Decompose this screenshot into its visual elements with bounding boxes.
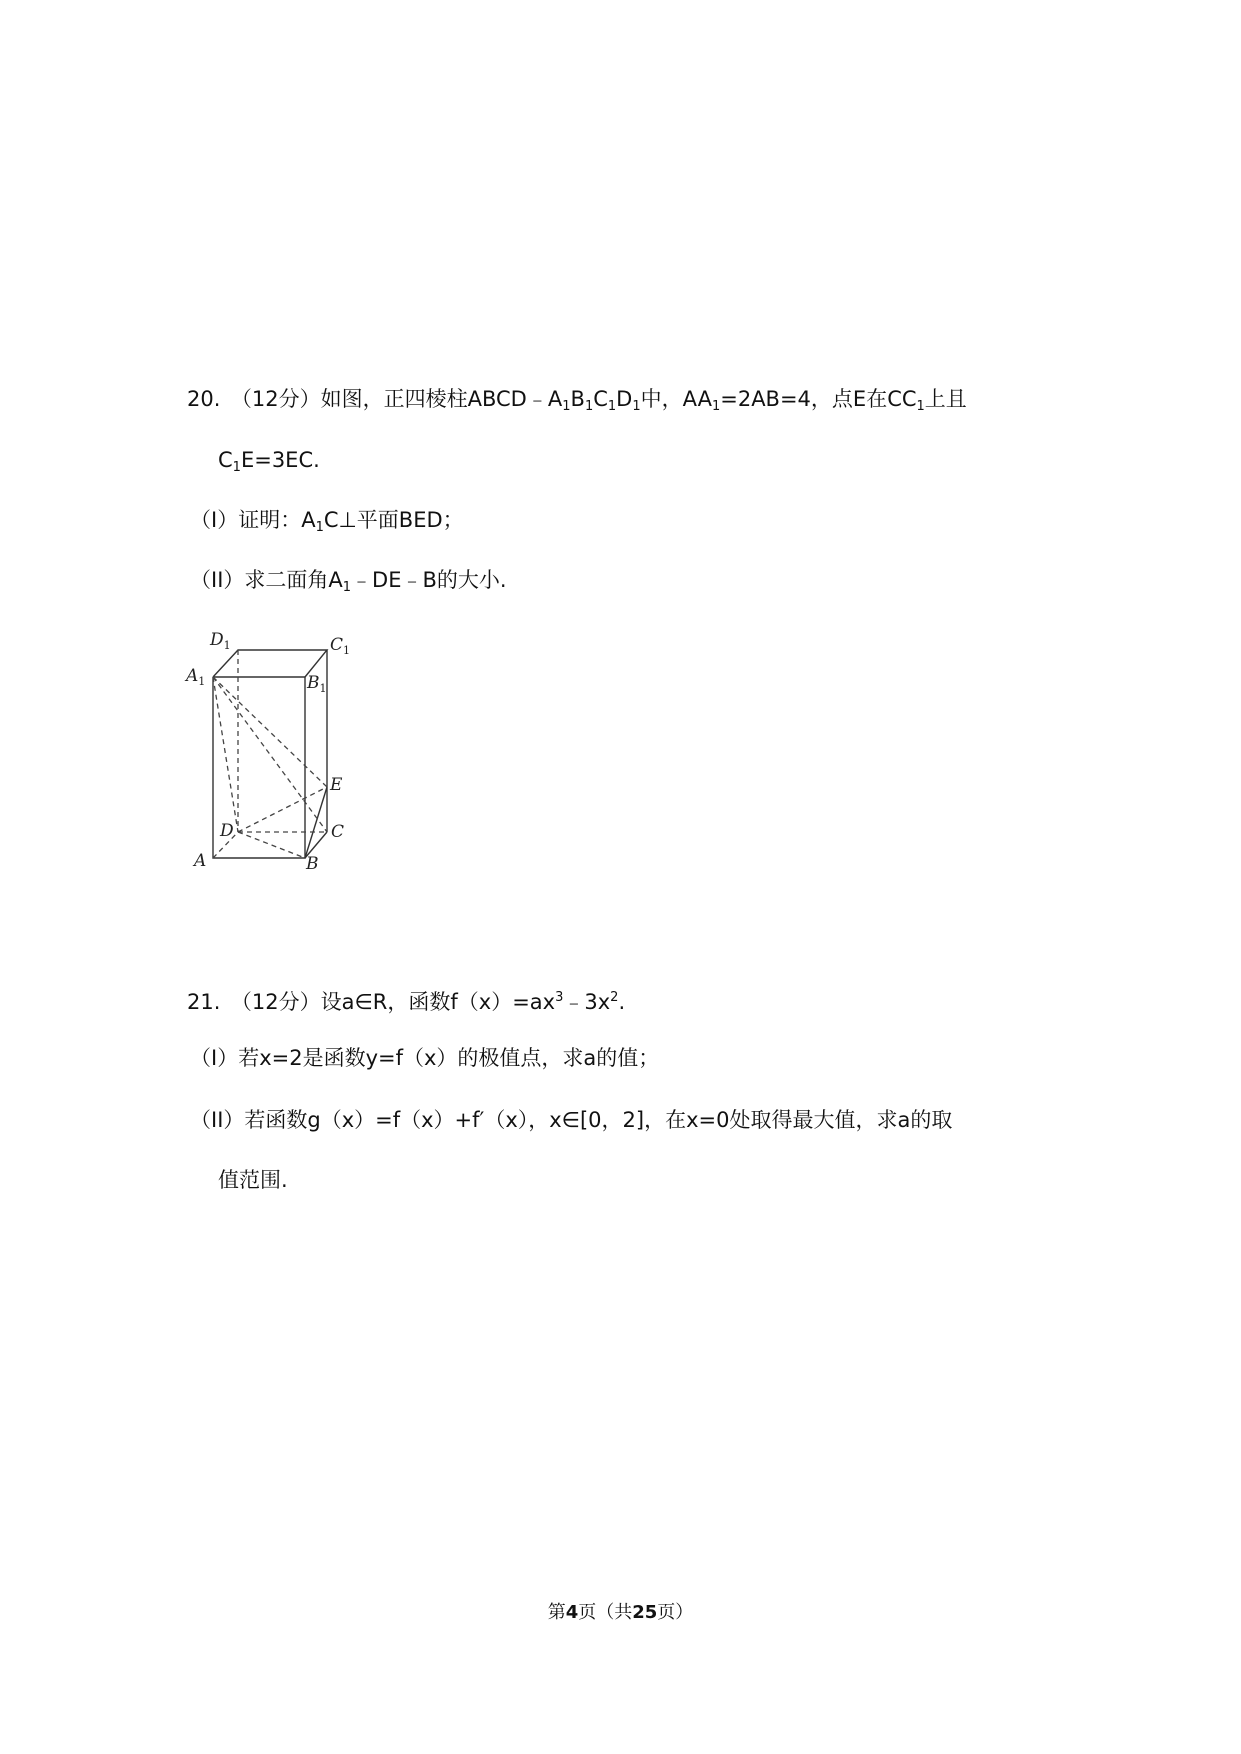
text-run: （I）若x=2是函数y=f（x）的极值点，求a的值； [190,1046,660,1070]
q20-part-2 [190,566,507,602]
edge-dashed [213,677,238,832]
subscript: 1 [342,580,352,595]
q21-part-1 [190,1044,659,1072]
subscript: 1 [916,399,925,414]
text-run: （I）证明：A [190,508,316,532]
label-D: D [220,821,234,841]
text-run: C [593,387,608,411]
footer-total-pages: 25 [632,1602,658,1623]
subscript: 1 [232,460,241,475]
prism-figure [180,625,360,885]
text-run: ﹣DE﹣B的大小. [351,568,507,592]
label-A: A [194,851,207,871]
footer-page-number: 4 [565,1602,579,1623]
text-run: ﹣3x [563,990,611,1014]
text-run: （II）若函数g（x）=f（x）+f′（x），x∈[0，2]，在x=0处取得最大值，求a的取 [190,1108,953,1132]
label-B: B [306,854,319,874]
footer-prefix: 第 [547,1602,566,1623]
q21-line-1 [187,984,625,1016]
text-run: . [618,990,626,1014]
q20-line-2 [218,446,320,482]
footer-suffix: 页） [657,1602,694,1623]
q21-line-4 [218,1166,288,1194]
page-footer [0,1598,1241,1624]
subscript: 1 [315,520,324,535]
edge-dashed [213,677,327,787]
text-run: E=3EC. [240,448,320,472]
text-run: D [616,387,633,411]
edge-dashed [213,677,327,832]
subscript: 1 [562,399,571,414]
superscript: 2 [610,990,619,1005]
text-run: （II）求二面角A [190,568,343,592]
label-C1: $C_1$ [330,635,351,657]
subscript: 1 [632,399,641,414]
label-B1: $B_1$ [307,673,327,695]
subscript: 1 [607,399,617,414]
label-E: E [330,775,343,795]
footer-mid: 页（共 [578,1602,633,1623]
text-run: B [570,387,585,411]
label-D1: $D_1$ [210,630,231,652]
q20-line-1 [187,385,967,421]
label-C: C [331,822,345,842]
text-run: 21. （12分）设a∈R，函数f（x）=ax [187,990,556,1014]
label-A1: $A_1$ [186,666,206,688]
text-run: 20. （12分）如图，正四棱柱ABCD﹣A [187,387,563,411]
superscript: 3 [555,990,564,1005]
subscript: 1 [711,399,721,414]
text-run: C [218,448,233,472]
text-run: =2AB=4，点E在CC [720,387,917,411]
edge-dashed [238,832,305,858]
q21-part-2 [190,1106,952,1134]
edge-dashed [238,787,327,832]
text-run: 上且 [924,387,967,411]
text-run: 中，AA [640,387,712,411]
edge-solid [305,787,327,858]
subscript: 1 [584,399,594,414]
text-run: C⊥平面BED； [323,508,464,532]
text-run: 值范围. [218,1168,288,1192]
q20-part-1 [190,506,464,542]
